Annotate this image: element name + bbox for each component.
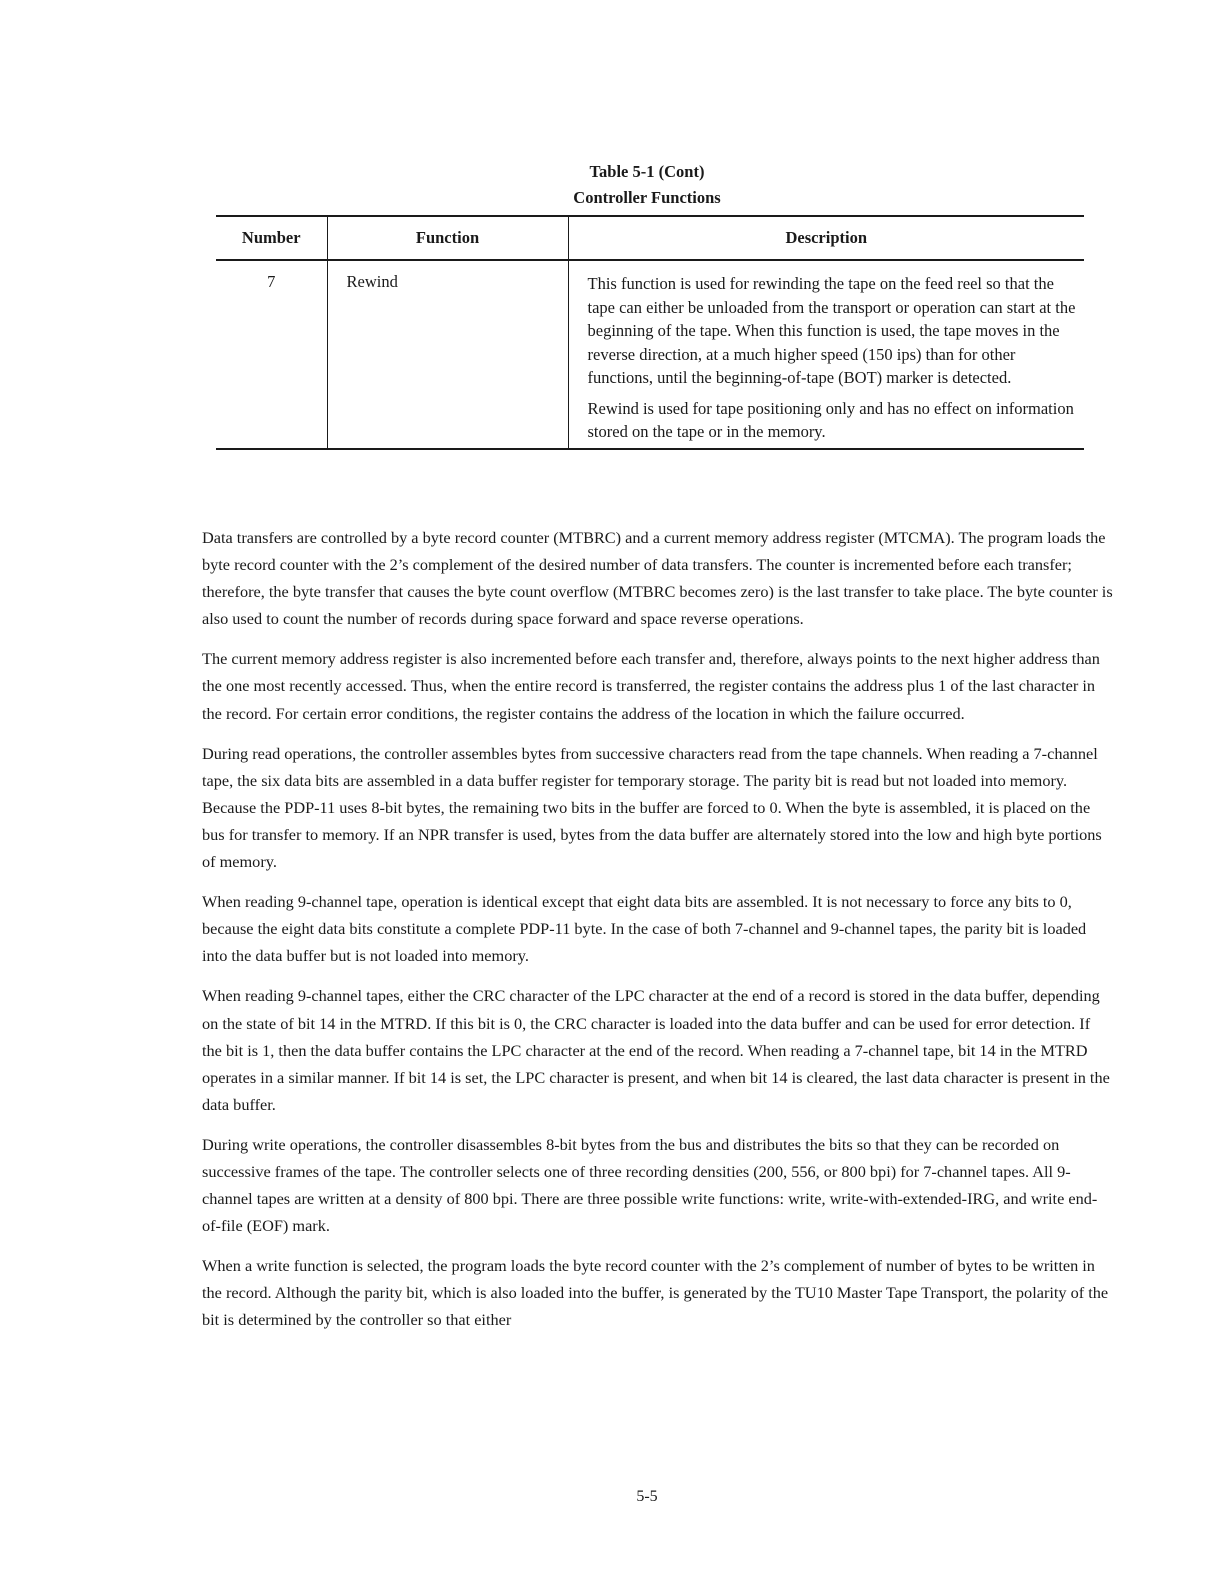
- body-paragraph: When reading 9-channel tapes, either the CRC character of the LPC character at the end of a record is stored in the data buffer, depending on the state of bit 14 in the MTRD. If this bit is 0, the CRC character is loaded into the data buffer and can be used for error detection. If the bit is 1, then the data buffer contains the LPC character at the end of the record. When reading a 7-channel tape, bit 14 in the MTRD operates in a similar manner. If bit 14 is set, the LPC character is present, and when bit 14 is cleared, the last data character is present in the data buffer.: [202, 986, 1110, 1114]
- body-paragraph: The current memory address register is also incremented before each transfer and, therefore, always points to the next higher address than the one most recently accessed. Thus, when the entire record is transferred, the register contains the address plus 1 of the last character in the record. For certain error conditions, the register contains the address of the location in which the failure occurred.: [202, 649, 1100, 723]
- body-paragraph: When a write function is selected, the program loads the byte record counter with the 2’s complement of number of bytes to be written in the record. Although the parity bit, which is also loaded into the buffer, is generated by the TU10 Master Tape Transport, the polarity of the bit is determined by the controller so that either: [202, 1256, 1109, 1330]
- row-number: 7: [216, 260, 327, 449]
- body-text: [202, 524, 1114, 1347]
- page-number: 5-5: [636, 1488, 658, 1505]
- table-row: [216, 260, 1084, 449]
- description-paragraph: Rewind is used for tape positioning only and has no effect on information stored on the tape or in the memory.: [587, 398, 1074, 441]
- header-number: Number: [216, 216, 327, 260]
- table-caption-number: Table 5-1 (Cont): [589, 162, 705, 181]
- controller-functions-table: [216, 215, 1084, 450]
- table-caption-title: Controller Functions: [573, 188, 721, 207]
- table-header-row: [216, 216, 1084, 260]
- body-paragraph: Data transfers are controlled by a byte record counter (MTBRC) and a current memory address register (MTCMA). The program loads the byte record counter with the 2’s complement of the desired number of data transfers. The counter is incremented before each transfer; therefore, the byte transfer that causes the byte count overflow (MTBRC becomes zero) is the last transfer to take place. The byte counter is also used to count the number of records during space forward and space reverse operations.: [202, 528, 1113, 629]
- header-function: Function: [327, 216, 568, 260]
- row-description: [568, 260, 1084, 449]
- header-description: Description: [568, 216, 1084, 260]
- description-paragraph: This function is used for rewinding the tape on the feed reel so that the tape can either be unloaded from the transport or operation can start at the beginning of the tape. When this function is used, the tape moves in the reverse direction, at a much higher speed (150 ips) than for other functions, until the beginning-of-tape (BOT) marker is detected.: [587, 274, 1076, 387]
- body-paragraph: When reading 9-channel tape, operation is identical except that eight data bits are assembled. It is not necessary to force any bits to 0, because the eight data bits constitute a complete PDP-11 byte. In the case of both 7-channel and 9-channel tapes, the parity bit is loaded into the data buffer but is not loaded into memory.: [202, 892, 1087, 966]
- body-paragraph: During read operations, the controller assembles bytes from successive characters read from the tape channels. When reading a 7-channel tape, the six data bits are assembled in a data buffer register for temporary storage. The parity bit is read but not loaded into memory. Because the PDP-11 uses 8-bit bytes, the remaining two bits in the buffer are forced to 0. When the byte is assembled, it is placed on the bus for transfer to memory. If an NPR transfer is used, bytes from the data buffer are alternately stored into the low and high byte portions of memory.: [202, 743, 1102, 872]
- row-function: Rewind: [327, 260, 568, 449]
- body-paragraph: During write operations, the controller disassembles 8-bit bytes from the bus and distributes the bits so that they can be recorded on successive frames of the tape. The controller selects one of three recording densities (200, 556, or 800 bpi) for 7-channel tapes. All 9-channel tapes are written at a density of 800 bpi. There are three possible write functions: write, write-with-extended-IRG, and write end-of-file (EOF) mark.: [202, 1134, 1098, 1236]
